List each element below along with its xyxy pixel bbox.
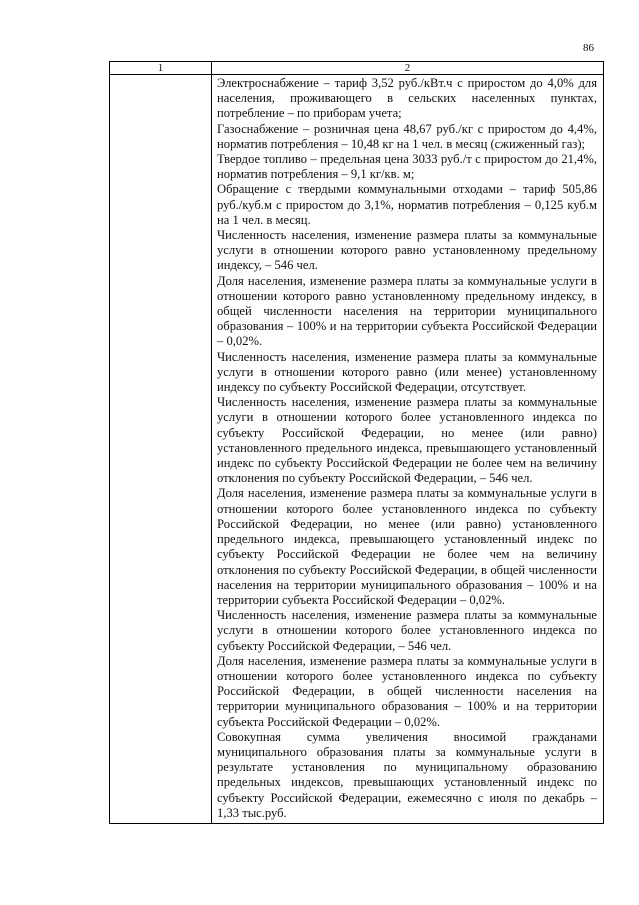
paragraph-share-equal-limit: Доля населения, изменение размера платы за коммунальные услуги в отношении которого равно установленному предельному индексу, в общей численности населения на территории муниципального образования – 100% и на территории субъекта Российской Федерации – 0,02%. — [217, 273, 597, 349]
table-body-row — [110, 75, 604, 824]
paragraph-population-equal-limit: Численность населения, изменение размера платы за коммунальные услуги в отношении которого равно установленному предельному индексу, – 546 чел. — [217, 228, 597, 273]
paragraph-waste: Обращение с твердыми коммунальными отходами – тариф 505,86 руб./куб.м с приростом до 3,1%, норматив потребления – 0,125 куб.м на 1 чел. в месяц. — [217, 182, 597, 227]
paragraph-electricity: Электроснабжение – тариф 3,52 руб./кВт.ч с приростом до 4,0% для населения, проживающего в сельских населенных пунктах, потребление – по приборам учета; — [217, 76, 597, 121]
column-1-cell — [110, 75, 212, 824]
paragraph-share-above-index: Доля населения, изменение размера платы за коммунальные услуги в отношении которого более установленного индекса по субъекту Российской Федерации, в общей численности населения на территории муниципального образования – 100% и на территории субъекта Российской Федерации – 0,02%. — [217, 653, 597, 729]
document-table — [109, 61, 604, 824]
paragraph-gas: Газоснабжение – розничная цена 48,67 руб./кг с приростом до 4,4%, норматив потребления – 10,48 кг на 1 чел. в месяц (сжиженный газ); — [217, 121, 597, 151]
column-2-cell — [212, 75, 604, 824]
paragraph-population-within-deviation: Численность населения, изменение размера платы за коммунальные услуги в отношении которого более установленного индекса по субъекту Российской Федерации, но менее (или равно) установленного предельного индекса, превышающего установленный индекс по субъекту Российской Федерации не более чем на величину отклонения по субъекту Российской Федерации, – 546 чел. — [217, 395, 597, 486]
column-header-2: 2 — [212, 62, 604, 75]
paragraph-population-below-index: Численность населения, изменение размера платы за коммунальные услуги в отношении которого равно (или менее) установленному индексу по субъекту Российской Федерации, отсутствует. — [217, 349, 597, 395]
column-header-1: 1 — [110, 62, 212, 75]
paragraph-population-above-index: Численность населения, изменение размера платы за коммунальные услуги в отношении которого более установленного индекса по субъекту Российской Федерации, – 546 чел. — [217, 608, 597, 653]
paragraph-total-increase: Совокупная сумма увеличения вносимой гражданами муниципального образования платы за коммунальные услуги в результате установления по муниципальному образованию предельных индексов, превышающих установленный индекс по субъекту Российской Федерации, ежемесячно с июля по декабрь – 1,33 тыс.руб. — [217, 729, 597, 820]
paragraph-solid-fuel: Твердое топливо – предельная цена 3033 руб./т с приростом до 21,4%, норматив потребления – 9,1 кг/кв. м; — [217, 152, 597, 182]
table-header-row — [110, 62, 604, 75]
paragraph-share-within-deviation: Доля населения, изменение размера платы за коммунальные услуги в отношении которого более установленного индекса по субъекту Российской Федерации, но менее (или равно) установленного предельного индекса, превышающего установленный индекс по субъекту Российской Федерации не более чем на величину отклонения по субъекту Российской Федерации, в общей численности населения на территории муниципального образования – 100% и на территории субъекта Российской Федерации – 0,02%. — [217, 486, 597, 607]
page-number: 86 — [583, 42, 594, 54]
